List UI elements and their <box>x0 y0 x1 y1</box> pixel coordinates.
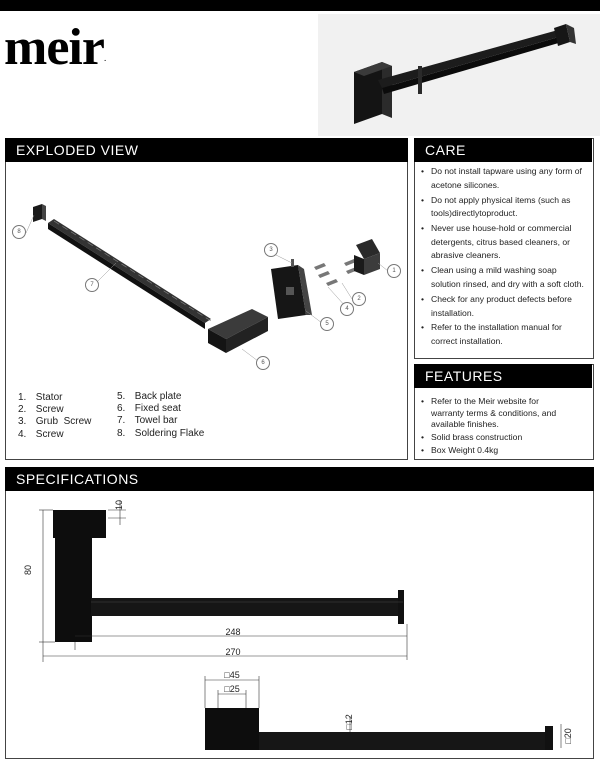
care-heading: CARE <box>414 138 592 162</box>
callout-6: 6 <box>256 356 270 370</box>
screws-part <box>314 259 358 286</box>
dim-end-section: □20 <box>563 728 573 744</box>
callout-1: 1 <box>387 264 401 278</box>
dim-plate-width: □45 <box>224 670 240 680</box>
features-list <box>421 396 565 458</box>
specification-drawings <box>5 490 593 750</box>
care-item: • Do not install tapware using any form of acetone silicones. <box>421 165 587 192</box>
feature-item: • Solid brass construction <box>421 432 565 444</box>
product-hero-image <box>318 14 600 136</box>
care-item: • Do not apply physical items (such as tools)directlytoproduct. <box>421 194 587 221</box>
callout-4: 4 <box>340 302 354 316</box>
care-item: • Refer to the installation manual for correct installation. <box>421 321 587 348</box>
part-row: 6. Fixed seat <box>117 403 181 415</box>
side-elevation-drawing <box>23 500 407 662</box>
front-elevation-drawing <box>205 670 573 750</box>
part-row: 8. Soldering Flake <box>117 427 205 439</box>
callout-2: 2 <box>352 292 366 306</box>
meir-logo: meir. <box>4 19 106 76</box>
top-bar <box>0 0 600 11</box>
feature-item: • Refer to the Meir website for warranty terms & conditions, and available finishes. <box>421 396 565 431</box>
exploded-diagram <box>6 163 406 398</box>
callout-5: 5 <box>320 317 334 331</box>
soldering-flake-part <box>33 204 42 222</box>
dim-bar-length: 248 <box>225 627 241 637</box>
part-row: 7. Towel bar <box>117 415 178 427</box>
feature-item: • Box Weight 0.4kg <box>421 445 565 457</box>
parts-list-right <box>117 391 204 440</box>
care-item: • Never use house-hold or commercial detergents, citrus based cleaners, or abrasive cleaners. <box>421 222 587 263</box>
part-row: 2. Screw <box>18 404 64 416</box>
dim-inner-width: □25 <box>224 684 240 694</box>
features-panel <box>414 364 594 460</box>
parts-list-left <box>18 392 91 441</box>
care-panel <box>414 138 594 359</box>
part-row: 4. Screw <box>18 428 64 440</box>
callout-8: 8 <box>12 225 26 239</box>
part-row: 3. Grub Screw <box>18 416 92 428</box>
specifications-heading: SPECIFICATIONS <box>5 467 594 491</box>
callout-7: 7 <box>85 278 99 292</box>
dim-height: 80 <box>23 564 33 576</box>
callout-3: 3 <box>264 243 278 257</box>
part-row: 1. Stator <box>18 392 63 403</box>
towel-bar-part <box>48 219 211 323</box>
care-item: • Clean using a mild washing soap solution rinsed, and dry with a soft cloth. <box>421 264 587 291</box>
exploded-view-panel <box>5 138 408 460</box>
exploded-view-heading: EXPLODED VIEW <box>5 138 408 162</box>
dim-overall-length: 270 <box>225 647 241 657</box>
dim-plate-thickness: 10 <box>114 499 124 510</box>
part-row: 5. Back plate <box>117 391 182 402</box>
dim-bar-section: □12 <box>344 714 354 730</box>
care-list <box>421 165 587 350</box>
care-item: • Check for any product defects before installation. <box>421 293 587 320</box>
features-heading: FEATURES <box>414 364 592 388</box>
